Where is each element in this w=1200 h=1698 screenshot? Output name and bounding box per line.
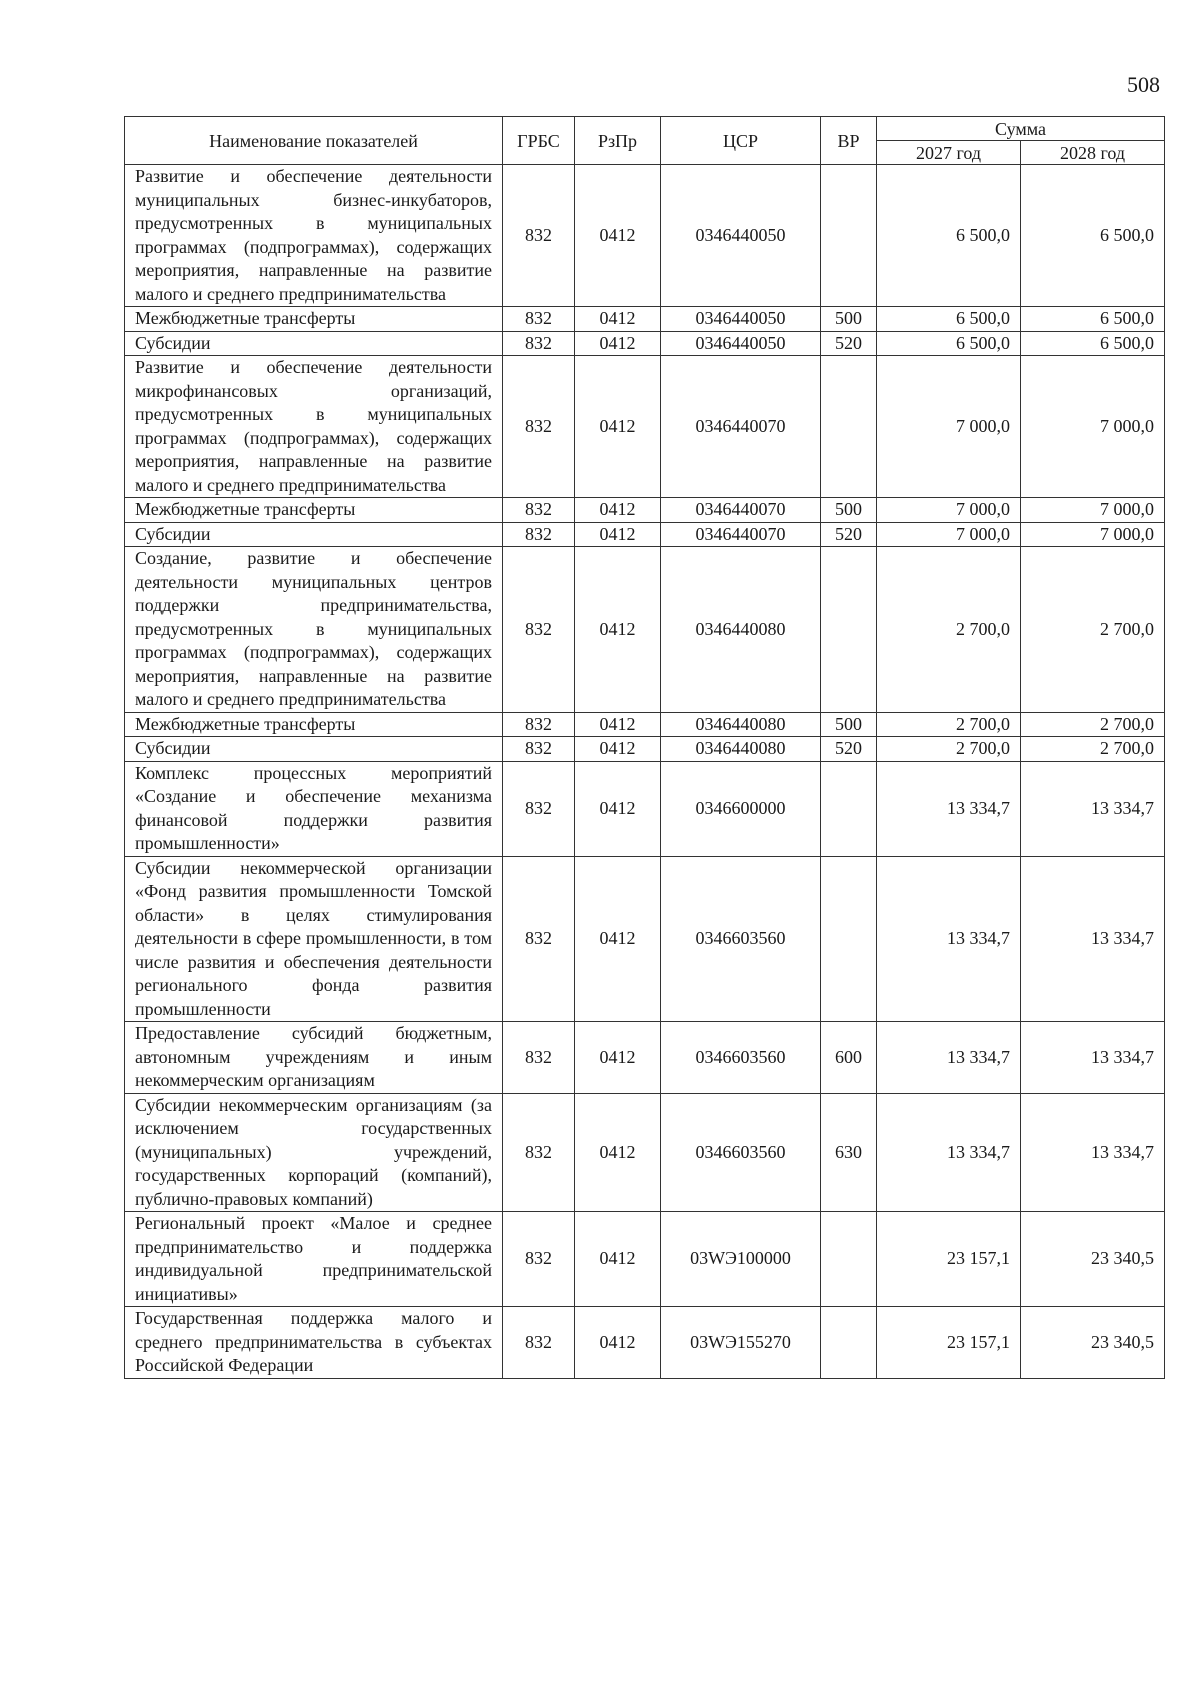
cell-name: Создание, развитие и обеспечение деятельности муниципальных центров поддержки предпринимательства, предусмотренных в муниципальных программах (подпрограммах), содержащих мероприятия, направленные на развитие малого и среднего предпринимательства bbox=[125, 547, 503, 713]
cell-amount-2027: 13 334,7 bbox=[877, 1093, 1021, 1212]
table-row bbox=[125, 356, 1165, 498]
table-row bbox=[125, 547, 1165, 713]
cell-vr: 520 bbox=[821, 737, 877, 762]
cell-amount-2028: 6 500,0 bbox=[1021, 307, 1165, 332]
cell-vr: 500 bbox=[821, 498, 877, 523]
cell-csr: 0346440070 bbox=[661, 356, 821, 498]
cell-rzpr: 0412 bbox=[575, 1022, 661, 1094]
table-row bbox=[125, 1212, 1165, 1307]
table-row bbox=[125, 761, 1165, 856]
cell-grbs: 832 bbox=[503, 356, 575, 498]
cell-grbs: 832 bbox=[503, 331, 575, 356]
cell-grbs: 832 bbox=[503, 522, 575, 547]
table-row bbox=[125, 498, 1165, 523]
cell-name: Субсидии bbox=[125, 522, 503, 547]
cell-name: Комплекс процессных мероприятий «Создание и обеспечение механизма финансовой поддержки развития промышленности» bbox=[125, 761, 503, 856]
cell-csr: 0346440080 bbox=[661, 712, 821, 737]
table-row bbox=[125, 1022, 1165, 1094]
cell-name: Межбюджетные трансферты bbox=[125, 712, 503, 737]
cell-csr: 0346440080 bbox=[661, 737, 821, 762]
cell-rzpr: 0412 bbox=[575, 498, 661, 523]
cell-amount-2028: 2 700,0 bbox=[1021, 712, 1165, 737]
cell-csr: 0346603560 bbox=[661, 856, 821, 1022]
cell-vr: 600 bbox=[821, 1022, 877, 1094]
cell-rzpr: 0412 bbox=[575, 547, 661, 713]
cell-rzpr: 0412 bbox=[575, 356, 661, 498]
cell-amount-2028: 13 334,7 bbox=[1021, 856, 1165, 1022]
cell-csr: 0346603560 bbox=[661, 1022, 821, 1094]
cell-grbs: 832 bbox=[503, 1022, 575, 1094]
cell-vr bbox=[821, 356, 877, 498]
table-row bbox=[125, 712, 1165, 737]
cell-amount-2027: 13 334,7 bbox=[877, 856, 1021, 1022]
table-row bbox=[125, 856, 1165, 1022]
header-grbs: ГРБС bbox=[503, 117, 575, 165]
cell-rzpr: 0412 bbox=[575, 307, 661, 332]
cell-csr: 03WЭ100000 bbox=[661, 1212, 821, 1307]
header-rzpr: РзПр bbox=[575, 117, 661, 165]
table-body bbox=[125, 165, 1165, 1379]
cell-amount-2027: 6 500,0 bbox=[877, 307, 1021, 332]
cell-amount-2027: 7 000,0 bbox=[877, 356, 1021, 498]
cell-name: Развитие и обеспечение деятельности муниципальных бизнес-инкубаторов, предусмотренных в муниципальных программах (подпрограммах), содержащих мероприятия, направленные на развитие малого и среднего предпринимательства bbox=[125, 165, 503, 307]
cell-amount-2028: 2 700,0 bbox=[1021, 737, 1165, 762]
cell-vr bbox=[821, 856, 877, 1022]
table-row bbox=[125, 165, 1165, 307]
cell-vr bbox=[821, 165, 877, 307]
table-row bbox=[125, 737, 1165, 762]
cell-vr: 520 bbox=[821, 331, 877, 356]
cell-amount-2028: 23 340,5 bbox=[1021, 1307, 1165, 1379]
cell-amount-2027: 13 334,7 bbox=[877, 761, 1021, 856]
cell-grbs: 832 bbox=[503, 165, 575, 307]
cell-name: Субсидии bbox=[125, 737, 503, 762]
cell-amount-2027: 2 700,0 bbox=[877, 547, 1021, 713]
cell-amount-2028: 13 334,7 bbox=[1021, 1022, 1165, 1094]
table-header bbox=[125, 117, 1165, 165]
cell-grbs: 832 bbox=[503, 856, 575, 1022]
cell-grbs: 832 bbox=[503, 1093, 575, 1212]
cell-rzpr: 0412 bbox=[575, 1307, 661, 1379]
cell-amount-2028: 2 700,0 bbox=[1021, 547, 1165, 713]
cell-amount-2027: 7 000,0 bbox=[877, 522, 1021, 547]
table-row bbox=[125, 1093, 1165, 1212]
header-sum: Сумма bbox=[877, 117, 1165, 141]
cell-rzpr: 0412 bbox=[575, 737, 661, 762]
cell-grbs: 832 bbox=[503, 712, 575, 737]
cell-name: Государственная поддержка малого и среднего предпринимательства в субъектах Российской Федерации bbox=[125, 1307, 503, 1379]
cell-rzpr: 0412 bbox=[575, 1212, 661, 1307]
table-row bbox=[125, 307, 1165, 332]
cell-amount-2028: 7 000,0 bbox=[1021, 522, 1165, 547]
budget-table bbox=[124, 116, 1165, 1379]
cell-csr: 0346440070 bbox=[661, 522, 821, 547]
cell-name: Предоставление субсидий бюджетным, автономным учреждениям и иным некоммерческим организациям bbox=[125, 1022, 503, 1094]
cell-amount-2028: 6 500,0 bbox=[1021, 331, 1165, 356]
cell-csr: 0346440050 bbox=[661, 331, 821, 356]
cell-grbs: 832 bbox=[503, 1212, 575, 1307]
cell-vr: 500 bbox=[821, 712, 877, 737]
cell-amount-2027: 6 500,0 bbox=[877, 165, 1021, 307]
cell-csr: 03WЭ155270 bbox=[661, 1307, 821, 1379]
cell-rzpr: 0412 bbox=[575, 331, 661, 356]
header-csr: ЦСР bbox=[661, 117, 821, 165]
cell-name: Межбюджетные трансферты bbox=[125, 307, 503, 332]
cell-grbs: 832 bbox=[503, 547, 575, 713]
cell-name: Субсидии некоммерческой организации «Фонд развития промышленности Томской области» в целях стимулирования деятельности в сфере промышленности, в том числе развития и обеспечения деятельности регионального фонда развития промышленности bbox=[125, 856, 503, 1022]
cell-csr: 0346440070 bbox=[661, 498, 821, 523]
cell-amount-2027: 6 500,0 bbox=[877, 331, 1021, 356]
cell-amount-2027: 7 000,0 bbox=[877, 498, 1021, 523]
cell-name: Субсидии некоммерческим организациям (за исключением государственных (муниципальных) учреждений, государственных корпораций (компаний), публично-правовых компаний) bbox=[125, 1093, 503, 1212]
table-row bbox=[125, 1307, 1165, 1379]
cell-csr: 0346440050 bbox=[661, 307, 821, 332]
cell-name: Межбюджетные трансферты bbox=[125, 498, 503, 523]
cell-vr: 520 bbox=[821, 522, 877, 547]
table-row bbox=[125, 522, 1165, 547]
header-name: Наименование показателей bbox=[125, 117, 503, 165]
table-row bbox=[125, 331, 1165, 356]
cell-grbs: 832 bbox=[503, 498, 575, 523]
cell-rzpr: 0412 bbox=[575, 522, 661, 547]
cell-amount-2028: 7 000,0 bbox=[1021, 356, 1165, 498]
cell-vr bbox=[821, 1307, 877, 1379]
cell-amount-2028: 23 340,5 bbox=[1021, 1212, 1165, 1307]
cell-vr bbox=[821, 761, 877, 856]
cell-amount-2028: 13 334,7 bbox=[1021, 1093, 1165, 1212]
cell-grbs: 832 bbox=[503, 1307, 575, 1379]
cell-rzpr: 0412 bbox=[575, 856, 661, 1022]
cell-amount-2027: 2 700,0 bbox=[877, 712, 1021, 737]
cell-name: Развитие и обеспечение деятельности микрофинансовых организаций, предусмотренных в муниципальных программах (подпрограммах), содержащих мероприятия, направленные на развитие малого и среднего предпринимательства bbox=[125, 356, 503, 498]
header-year-2028: 2028 год bbox=[1021, 141, 1165, 165]
cell-rzpr: 0412 bbox=[575, 712, 661, 737]
cell-name: Субсидии bbox=[125, 331, 503, 356]
cell-csr: 0346603560 bbox=[661, 1093, 821, 1212]
cell-grbs: 832 bbox=[503, 737, 575, 762]
cell-rzpr: 0412 bbox=[575, 165, 661, 307]
header-vr: ВР bbox=[821, 117, 877, 165]
cell-amount-2027: 23 157,1 bbox=[877, 1307, 1021, 1379]
cell-vr: 500 bbox=[821, 307, 877, 332]
cell-amount-2027: 2 700,0 bbox=[877, 737, 1021, 762]
cell-amount-2028: 13 334,7 bbox=[1021, 761, 1165, 856]
cell-csr: 0346600000 bbox=[661, 761, 821, 856]
cell-vr bbox=[821, 547, 877, 713]
cell-csr: 0346440050 bbox=[661, 165, 821, 307]
cell-vr bbox=[821, 1212, 877, 1307]
cell-grbs: 832 bbox=[503, 761, 575, 856]
page-number: 508 bbox=[1127, 72, 1160, 97]
cell-vr: 630 bbox=[821, 1093, 877, 1212]
cell-amount-2028: 6 500,0 bbox=[1021, 165, 1165, 307]
cell-amount-2027: 13 334,7 bbox=[877, 1022, 1021, 1094]
cell-rzpr: 0412 bbox=[575, 761, 661, 856]
cell-name: Региональный проект «Малое и среднее предпринимательство и поддержка индивидуальной предпринимательской инициативы» bbox=[125, 1212, 503, 1307]
cell-rzpr: 0412 bbox=[575, 1093, 661, 1212]
header-year-2027: 2027 год bbox=[877, 141, 1021, 165]
cell-csr: 0346440080 bbox=[661, 547, 821, 713]
cell-amount-2027: 23 157,1 bbox=[877, 1212, 1021, 1307]
cell-amount-2028: 7 000,0 bbox=[1021, 498, 1165, 523]
cell-grbs: 832 bbox=[503, 307, 575, 332]
